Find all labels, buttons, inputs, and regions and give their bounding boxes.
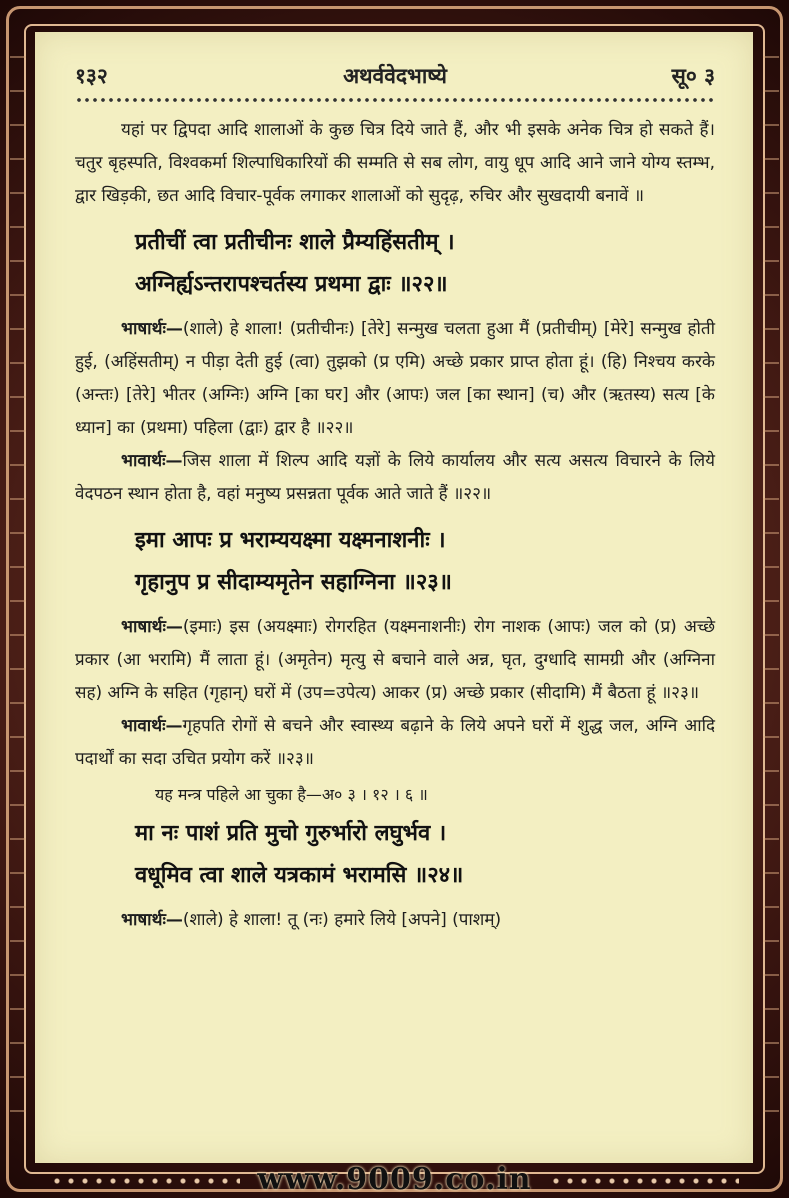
page-body bbox=[75, 114, 715, 937]
mantra-24-line-1: मा नः पाशं प्रति मुचो गुरुर्भारो लघुर्भव । bbox=[135, 820, 447, 846]
book-page bbox=[35, 32, 753, 1163]
page-header bbox=[75, 62, 715, 96]
sukta-number: सू० ३ bbox=[671, 64, 715, 88]
footer-ornament-right bbox=[549, 1174, 739, 1188]
dotted-rule bbox=[75, 97, 715, 103]
reference-note: यह मन्त्र पहिले आ चुका है—अ० ३ । १२ । ६ ॥ bbox=[155, 785, 428, 804]
bhavartha-label: भावार्थः— bbox=[121, 716, 183, 736]
mantra-24-line-2: वधूमिव त्वा शाले यत्रकामं भरामसि ॥२४॥ bbox=[135, 862, 464, 888]
book-title: अथर्ववेदभाष्ये bbox=[343, 64, 447, 88]
left-ornament bbox=[10, 40, 26, 1140]
bhashya-24 bbox=[75, 904, 715, 937]
page-number: १३२ bbox=[75, 64, 108, 88]
bhavartha-22 bbox=[75, 445, 715, 511]
bhashya-label: भाषार्थः— bbox=[121, 910, 183, 930]
bhashya-text: (शाले) हे शाला! तू (नः) हमारे लिये [अपने] (पाशम्) bbox=[182, 910, 502, 930]
bhavartha-text: गृहपति रोगों से बचने और स्वास्थ्य बढ़ाने के लिये अपने घरों में शुद्ध जल, अग्नि आदि पदार्थों का सदा उचित प्रयोग करें ॥२३॥ bbox=[75, 716, 715, 769]
bhashya-text: (इमाः) इस (अयक्ष्माः) रोगरहित (यक्ष्मनाशनीः) रोग नाशक (आपः) जल को (प्र) अच्छे प्रकार (आ भरामि) मैं लाता हूं। (अमृतेन) मृत्यु से बचाने वाले अन्न, घृत, दुग्धादि सामग्री और (अग्निना सह) अग्नि के सहित (गृहान्) घरों में (उप=उपेत्य) आकर (प्र) अच्छे प्रकार (सीदामि) मैं बैठता हूं ॥२३॥ bbox=[75, 617, 715, 703]
mantra-22-line-2: अग्निर्ह्यऽन्तरापश्चर्तस्य प्रथमा द्वाः ॥२२॥ bbox=[135, 271, 448, 297]
website-url[interactable]: www.9009.co.in bbox=[257, 1162, 532, 1197]
bhashya-22 bbox=[75, 313, 715, 445]
bhavartha-23 bbox=[75, 710, 715, 776]
mantra-23-line-1: इमा आपः प्र भराम्ययक्ष्मा यक्ष्मनाशनीः । bbox=[135, 527, 446, 553]
bhashya-23 bbox=[75, 611, 715, 710]
footer-bar bbox=[0, 1162, 789, 1198]
bhashya-text: (शाले) हे शाला! (प्रतीचीनः) [तेरे] सन्मुख चलता हुआ मैं (प्रतीचीम्) [मेरे] सन्मुख होती हुई, (अहिंसतीम्) न पीड़ा देती हुई (त्वा) तुझको (प्र एमि) अच्छे प्रकार प्राप्त होता हूं। (हि) निश्चय करके (अन्तः) [तेरे] भीतर (अग्निः) अग्नि [का घर] और (आपः) जल [का स्थान] (च) और (ऋतस्य) सत्य [के ध्यान] का (प्रथमा) पहिला (द्वाः) द्वार है ॥२२॥ bbox=[75, 319, 715, 438]
bhavartha-text: जिस शाला में शिल्प आदि यज्ञों के लिये कार्यालय और सत्य असत्य विचारने के लिये वेदपठन स्थान होता है, वहां मनुष्य प्रसन्नता पूर्वक आते जाते हैं ॥२२॥ bbox=[75, 451, 715, 504]
right-ornament bbox=[763, 40, 779, 1140]
mantra-22-line-1: प्रतीचीं त्वा प्रतीचीनः शाले प्रैम्यहिंसतीम् । bbox=[135, 229, 455, 255]
mantra-23-line-2: गृहानुप प्र सीदाम्यमृतेन सहाग्निना ॥२३॥ bbox=[135, 569, 452, 595]
bhashya-label: भाषार्थः— bbox=[121, 319, 183, 339]
bhashya-label: भाषार्थः— bbox=[121, 617, 183, 637]
intro-paragraph: यहां पर द्विपदा आदि शालाओं के कुछ चित्र दिये जाते हैं, और भी इसके अनेक चित्र हो सकते हैं। चतुर बृहस्पति, विश्वकर्मा शिल्पाधिकारियों की सम्मति से सब लोग, वायु धूप आदि आने जाने योग्य स्तम्भ, द्वार खिड़की, छत आदि विचार-पूर्वक लगाकर शालाओं को सुदृढ़, रुचिर और सुखदायी बनावें ॥ bbox=[75, 120, 715, 206]
bhavartha-label: भावार्थः— bbox=[121, 451, 183, 471]
